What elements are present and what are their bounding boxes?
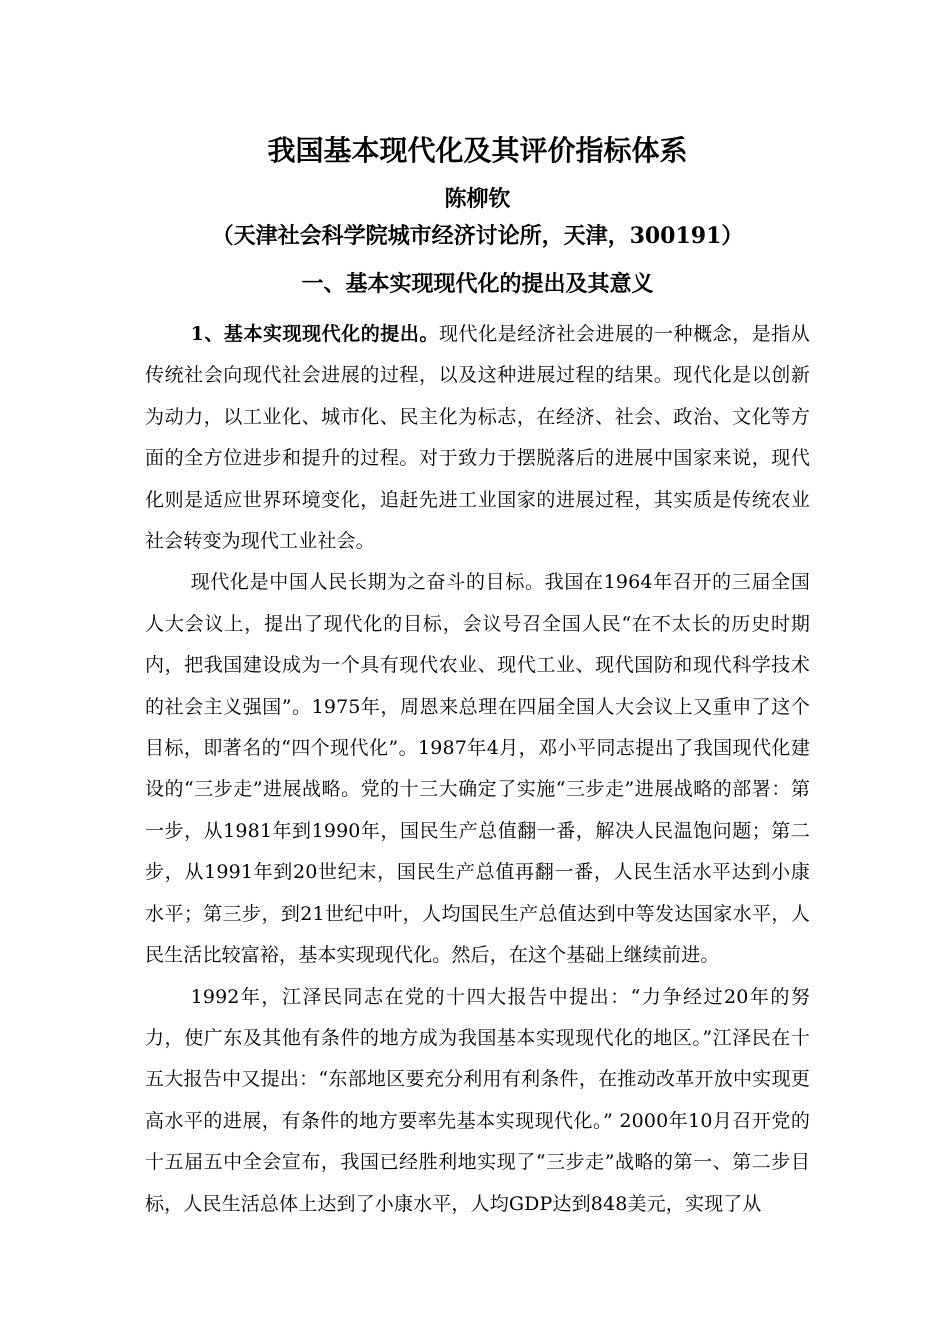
paragraph-1	[145, 314, 810, 562]
document-page	[145, 120, 810, 1225]
author-name: 陈柳钦	[444, 186, 511, 212]
paragraph-2: 现代化是中国人民长期为之奋斗的目标。我国在1964年召开的三届全国人大会议上，提出了现代化的目标，会议号召全国人民“在不太长的历史时期内，把我国建设成为一个具有现代农业、现代工业、现代国防和现代科学技术的社会主义强国”。1975年，周恩来总理在四届全国人大会议上又重申了这个目标，即著名的“四个现代化”。1987年4月，邓小平同志提出了我国现代化建设的“三步走”进展战略。党的十三大确定了实施“三步走”进展战略的部署：第一步，从1981年到1990年，国民生产总值翻一番，解决人民温饱问题；第二步，从1991年到20世纪末，国民生产总值再翻一番，人民生活水平达到小康水平；第三步，到21世纪中叶，人均国民生产总值达到中等发达国家水平，人民生活比较富裕，基本实现现代化。然后，在这个基础上继续前进。	[145, 571, 810, 967]
paragraph-3: 1992年，江泽民同志在党的十四大报告中提出：“力争经过20年的努力，使广东及其他有条件的地方成为我国基本实现现代化的地区。”江泽民在十五大报告中又提出：“东部地区要充分利用有利条件，在推动改革开放中实现更高水平的进展，有条件的地方要率先基本实现现代化。” 2000年10月召开党的十五届五中全会宣布，我国已经胜利地实现了“三步走”战略的第一、第二步目标，人民生活总体上达到了小康水平，人均GDP达到848美元，实现了从	[145, 985, 810, 1215]
section-heading: 一、基本实现现代化的提出及其意义	[301, 271, 654, 297]
paragraph-1-lead: 1、基本实现现代化的提出。	[190, 323, 439, 345]
document-title: 我国基本现代化及其评价指标体系	[267, 134, 688, 167]
author-affiliation: （天津社会科学院城市经济讨论所，天津，300191）	[211, 223, 744, 249]
paragraph-1-body: 现代化是经济社会进展的一种概念，是指从传统社会向现代社会进展的过程，以及这种进展过程的结果。现代化是以创新为动力，以工业化、城市化、民主化为标志，在经济、社会、政治、文化等方面的全方位进步和提升的过程。对于致力于摆脱落后的进展中国家来说，现代化则是适应世界环境变化，追赶先进工业国家的进展过程，其实质是传统农业社会转变为现代工业社会。	[145, 323, 811, 553]
